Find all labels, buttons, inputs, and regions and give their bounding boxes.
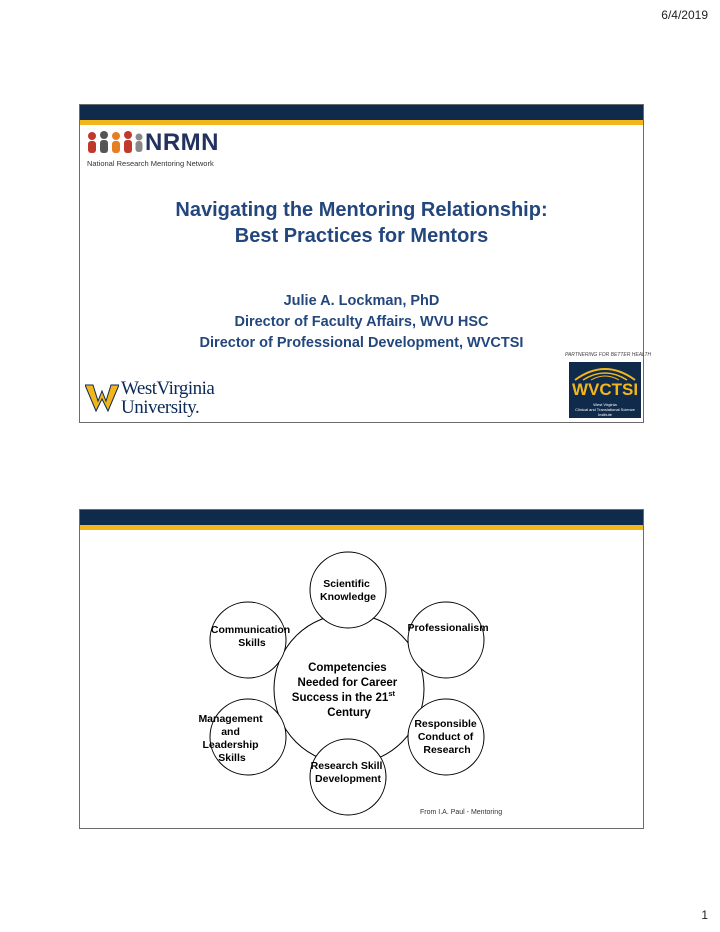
wvu-line-2: University. bbox=[121, 397, 200, 418]
page-number: 1 bbox=[701, 908, 708, 922]
competencies-diagram bbox=[80, 510, 643, 828]
wvu-line-1: WestVirginia bbox=[121, 378, 215, 399]
nrmn-subtitle: National Research Mentoring Network bbox=[87, 159, 214, 168]
slide-title bbox=[80, 197, 643, 249]
wv-flying-logo-icon bbox=[85, 383, 119, 413]
wvu-wordmark bbox=[121, 379, 214, 417]
node-top-label: Scientific Knowledge bbox=[319, 578, 377, 603]
node-bottom-label: Research Skill Development bbox=[310, 760, 383, 785]
nrmn-logo bbox=[85, 129, 245, 173]
wvu-logo bbox=[85, 377, 220, 421]
node-right-circle bbox=[408, 602, 484, 678]
people-icon bbox=[85, 129, 145, 157]
presenter-block bbox=[80, 291, 643, 354]
nrmn-name: NRMN bbox=[145, 129, 219, 156]
node-top-circle bbox=[310, 552, 386, 628]
wvctsi-sub-2: Clinical and Translational Science Institute bbox=[575, 407, 635, 417]
title-line-1: Navigating the Mentoring Relationship: bbox=[175, 199, 548, 221]
wvctsi-sub-1: West Virginia bbox=[593, 402, 617, 407]
presenter-name: Julie A. Lockman, PhD bbox=[283, 293, 440, 309]
header-band bbox=[80, 105, 643, 120]
source-credit: From I.A. Paul - Mentoring bbox=[420, 809, 503, 816]
header-accent bbox=[80, 120, 643, 125]
presenter-role-1: Director of Faculty Affairs, WVU HSC bbox=[234, 314, 489, 330]
wvctsi-name: WVCTSI bbox=[571, 380, 639, 399]
center-label: Competencies Needed for Career Success in the 21st Century bbox=[291, 662, 398, 719]
node-lower-left-label: Management and Leadership Skills bbox=[198, 713, 263, 764]
wvctsi-badge bbox=[569, 362, 641, 418]
node-lower-right-label: Responsible Conduct of Research bbox=[414, 718, 477, 756]
node-right-label: Professionalism bbox=[407, 622, 489, 634]
wvctsi-subtitle bbox=[569, 402, 641, 417]
page-date: 6/4/2019 bbox=[661, 8, 708, 22]
node-left-label: Communication Skills bbox=[210, 624, 291, 649]
competencies-slide bbox=[79, 509, 644, 829]
wvctsi-tagline: PARTNERING FOR BETTER HEALTH bbox=[565, 352, 652, 358]
title-slide bbox=[79, 104, 652, 423]
presenter-role-2: Director of Professional Development, WVCTSI bbox=[199, 335, 524, 351]
title-line-2: Best Practices for Mentors bbox=[234, 225, 489, 247]
wvctsi-logo bbox=[565, 352, 652, 420]
